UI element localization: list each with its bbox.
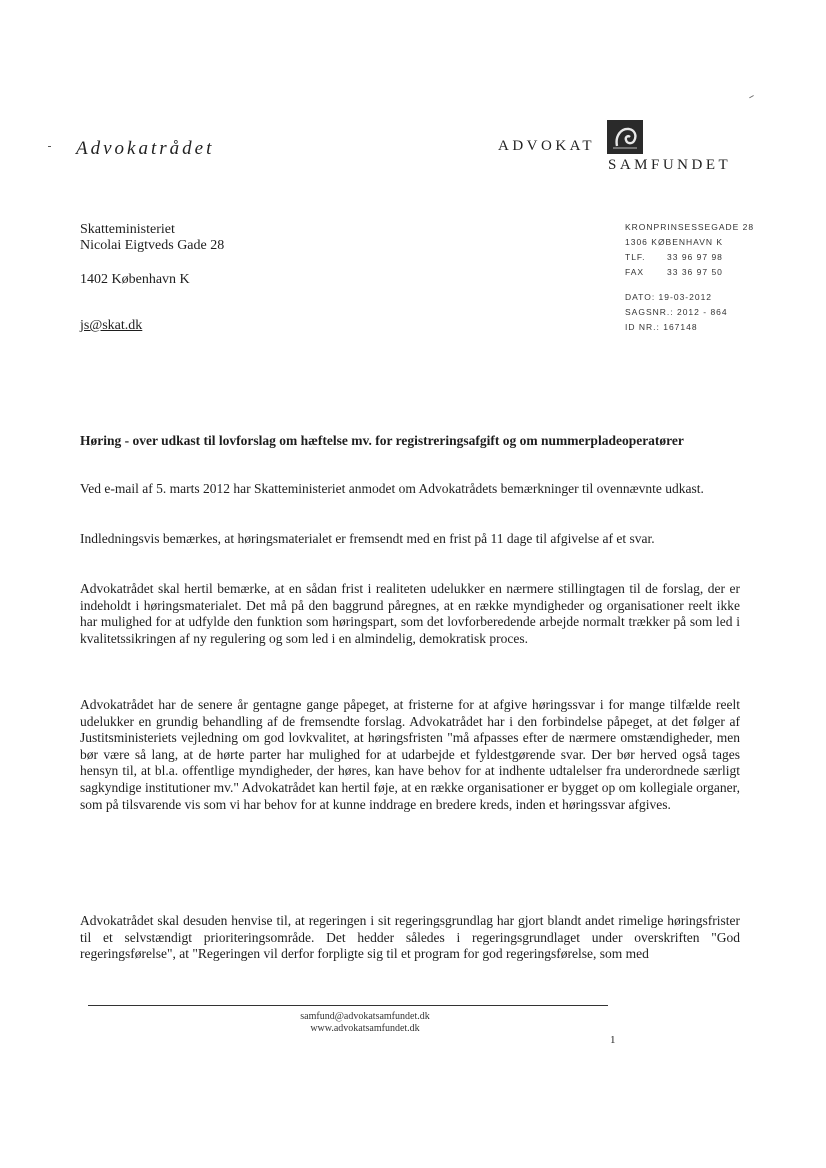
paragraph-4: Advokatrådet har de senere år gentagne gange påpeget, at fristerne for at afgive høringssvar i for mange tilfælde reelt udelukker en grundig behandling af de fremsendte forslag. Advokatrådet har i den forbindelse påpeget, at det følger af Justitsministeriets vejledning om god lovkvalitet, at høringsfristen "må afpasses efter de nærmere omstændigheder, men bør være så lang, at de hørte parter har mulighed for at udarbejde et fyldestgørende svar. Der bør herved også tages hensyn til, at bl.a. offentlige myndigheder, der høres, kan have behov for at indhente udtalelser fra underordnede særligt sagkyndige institutioner mv." Advokatrådet kan hertil føje, at en række organisationer er bygget op om kollegiale organer, som på tilsvarende vis som vi har behov for at kunne inddrage en bredere kreds, inden et høringssvar afgives. [80,697,740,812]
sender-street: KRONPRINSESSEGADE 28 [625,222,755,232]
recipient-street: Nicolai Eigtveds Gade 28 [80,238,225,253]
paragraph-2: Indledningsvis bemærkes, at høringsmaterialet er fremsendt med en frist på 11 dage til afgivelse af et svar. [80,531,655,546]
paragraph-3: Advokatrådet skal hertil bemærke, at en sådan frist i realiteten udelukker en nærmere stillingtagen til de forslag, der er indeholdt i høringsmaterialet. Det må på den baggrund påregnes, at en række myndigheder og organisationer reelt ikke har mulighed for at udfylde den funktion som høringspart, som det lovforberedende arbejde normalt trækker på som led i kvalitetssikringen af ny regulering og som led i en almindelig, demokratisk proces. [80,581,740,646]
logo-text-advokat: ADVOKAT [498,138,595,154]
letter-reference-block [625,290,728,335]
corner-mark: ᐟ [745,91,756,107]
sender-city: 1306 KØBENHAVN K [625,237,724,247]
case-number: SAGSNR.: 2012 - 864 [625,307,728,317]
paragraph-5: Advokatrådet skal desuden henvise til, at regeringen i sit regeringsgrundlag har gjort blandt andet rimelige høringsfrister til et selvstændigt prioriteringsområde. Det hedder således i regeringsgrundlaget under overskriften "God regeringsførelse", at "Regeringen vil derfor forpligte sig til et program for god regeringsførelse, som med [80,913,740,962]
sender-fax [625,265,754,280]
recipient-city: 1402 København K [80,272,190,287]
sender-phone [625,250,754,265]
advokatraadet-title: Advokatrådet [76,138,215,159]
logo-text-samfundet: SAMFUNDET [608,157,732,173]
page-number: 1 [610,1034,616,1046]
footer-email-link[interactable]: samfund@advokatsamfundet.dk [300,1011,430,1022]
advokatsamfundet-logo-icon [607,120,643,154]
id-number: ID NR.: 167148 [625,322,698,332]
footer-website-link[interactable]: www.advokatsamfundet.dk [310,1023,420,1034]
phone-label: TLF. [625,252,646,262]
sender-address-block [625,220,754,280]
paragraph-1: Ved e-mail af 5. marts 2012 har Skatteministeriet anmodet om Advokatrådets bemærkninger til ovennævnte udkast. [80,481,704,496]
footer-divider [88,1005,608,1006]
recipient-email-link[interactable]: js@skat.dk [80,318,143,333]
margin-tick [48,146,51,147]
phone-number: 33 96 97 98 [667,252,723,262]
letter-subject: Høring - over udkast til lovforslag om hæftelse mv. for registreringsafgift og om nummerpladeoperatører [80,433,684,448]
fax-label: FAX [625,267,645,277]
recipient-name: Skatteministeriet [80,222,175,237]
letter-date: DATO: 19-03-2012 [625,292,713,302]
fax-number: 33 36 97 50 [667,267,723,277]
